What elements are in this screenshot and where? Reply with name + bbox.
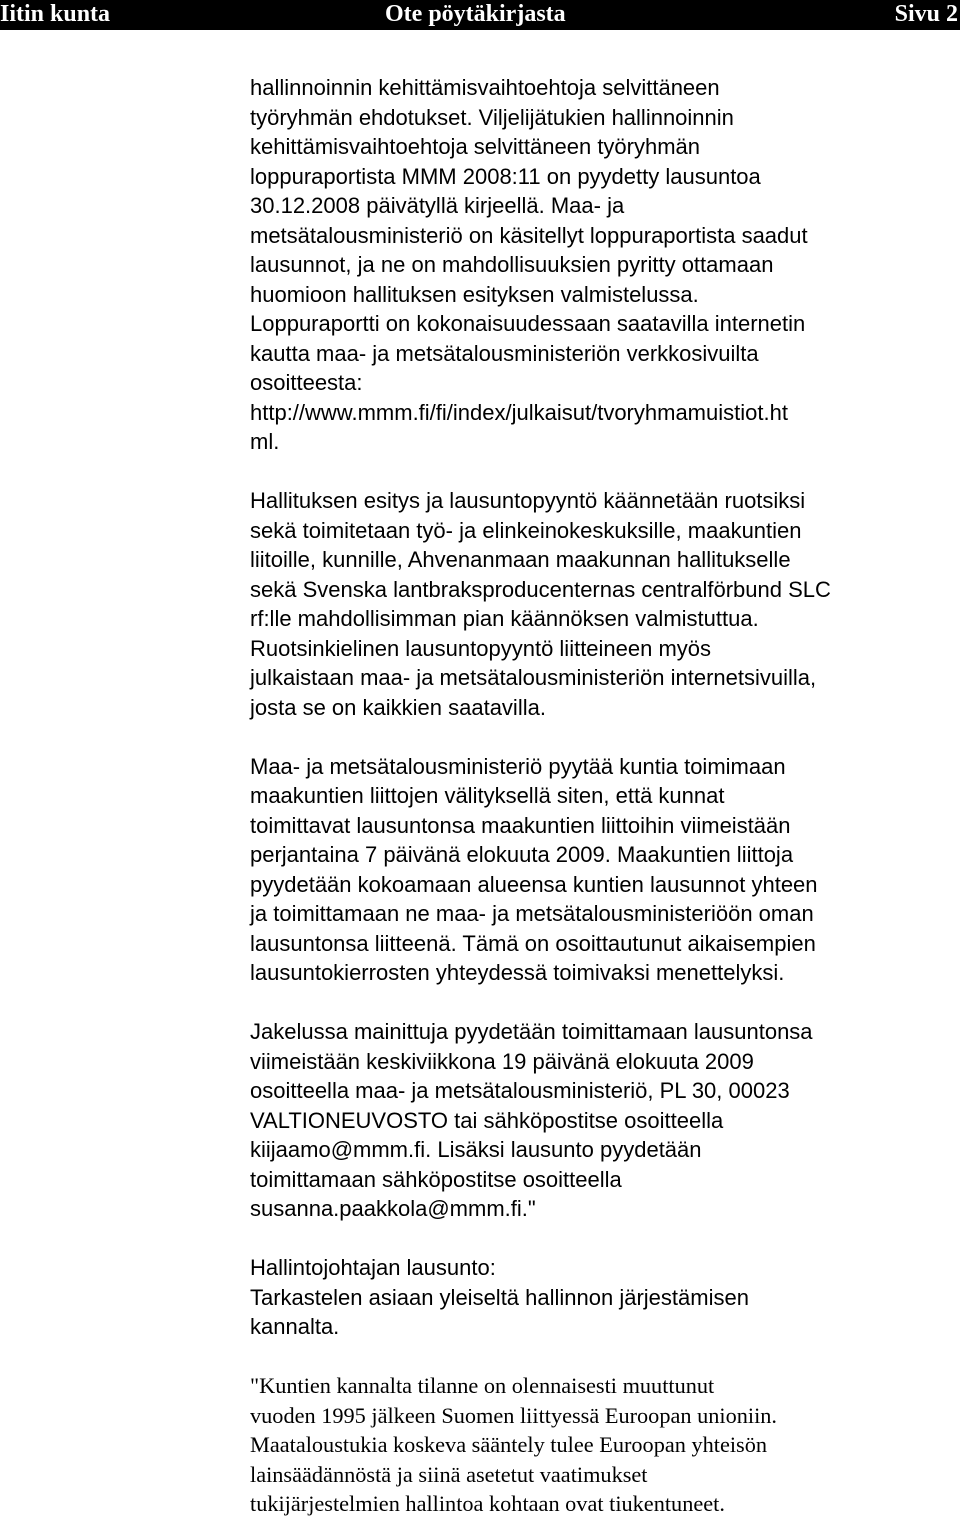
paragraph <box>250 73 950 457</box>
text-line: lausuntonsa liitteenä. Tämä on osoittautunut aikaisempien <box>250 930 816 956</box>
text-line: rf:lle mahdollisimman pian käännöksen valmistuttua. <box>250 606 759 631</box>
paragraph <box>250 1017 950 1224</box>
text-line: josta se on kaikkien saatavilla. <box>250 694 546 720</box>
text-line: työryhmän ehdotukset. Viljelijätukien hallinnoinnin <box>250 104 734 130</box>
text-line: Jakelussa mainittuja pyydetään toimittamaan lausuntonsa <box>250 1019 813 1044</box>
paragraph-spacer <box>250 457 950 487</box>
text-line: pyydetään kokoamaan alueensa kuntien lausunnot yhteen <box>250 871 818 897</box>
text-line: Maa- ja metsätalousministeriö pyytää kuntia toimimaan <box>250 753 786 779</box>
text-line: lausuntokierrosten yhteydessä toimivaksi menettelyksi. <box>250 960 785 985</box>
text-line: susanna.paakkola@mmm.fi." <box>250 1196 536 1221</box>
paragraph <box>250 1253 950 1342</box>
text-line: Ruotsinkielinen lausuntopyyntö liitteineen myös <box>250 635 712 661</box>
text-line: sekä toimitetaan työ- ja elinkeinokeskuksille, maakuntien <box>250 517 802 543</box>
text-line: kiijaamo@mmm.fi. Lisäksi lausunto pyydetään <box>250 1137 702 1162</box>
text-line: toimittamaan sähköpostitse osoitteella <box>250 1166 622 1192</box>
text-line: lausunnot, ja ne on mahdollisuuksien pyritty ottamaan <box>250 252 774 277</box>
text-line: lainsäädännöstä ja siinä asetetut vaatimukset <box>250 1461 648 1487</box>
paragraph-spacer <box>250 722 950 752</box>
paragraph-spacer <box>250 988 950 1018</box>
text-line: liitoille, kunnille, Ahvenanmaan maakunnan hallitukselle <box>250 547 791 572</box>
text-line: viimeistään keskiviikkona 19 päivänä elokuuta 2009 <box>250 1048 754 1074</box>
document-body <box>250 73 950 1519</box>
text-line: vuoden 1995 jälkeen Suomen liittyessä Euroopan unioniin. <box>250 1402 777 1428</box>
text-line: 30.12.2008 päivätyllä kirjeellä. Maa- ja <box>250 193 625 218</box>
text-line: Loppuraportti on kokonaisuudessaan saatavilla internetin <box>250 311 806 336</box>
page-header <box>0 0 960 30</box>
text-line: tukijärjestelmien hallintoa kohtaan ovat tiukentuneet. <box>250 1491 725 1516</box>
text-line: "Kuntien kannalta tilanne on olennaisesti muuttunut <box>250 1373 715 1398</box>
text-line: http://www.mmm.fi/fi/index/julkaisut/tvoryhmamuistiot.ht <box>250 399 788 425</box>
text-line: ja toimittamaan ne maa- ja metsätalousministeriöön oman <box>250 901 814 926</box>
municipality-name: Iitin kunta <box>0 1 111 27</box>
text-line: Hallituksen esitys ja lausuntopyyntö käännetään ruotsiksi <box>250 488 806 513</box>
text-line: hallinnoinnin kehittämisvaihtoehtoja selvittäneen <box>250 75 720 100</box>
text-line: toimittavat lausuntonsa maakuntien liittoihin viimeistään <box>250 812 791 838</box>
text-line: loppuraportista MMM 2008:11 on pyydetty lausuntoa <box>250 163 761 189</box>
text-line: VALTIONEUVOSTO tai sähköpostitse osoitteella <box>250 1107 724 1133</box>
text-line: ml. <box>250 429 280 454</box>
text-line: Hallintojohtajan lausunto: <box>250 1255 496 1280</box>
text-line: kannalta. <box>250 1314 340 1339</box>
paragraph <box>250 752 950 988</box>
paragraph <box>250 486 950 722</box>
text-line: kautta maa- ja metsätalousministeriön verkkosivuilta <box>250 340 759 366</box>
text-line: Maataloustukia koskeva sääntely tulee Euroopan yhteisön <box>250 1432 768 1457</box>
paragraph-spacer <box>250 1224 950 1254</box>
text-line: osoitteesta: <box>250 370 363 395</box>
text-line: maakuntien liittojen välityksellä siten, että kunnat <box>250 783 725 808</box>
text-line: julkaistaan maa- ja metsätalousministeriön internetsivuilla, <box>250 665 817 690</box>
text-line: metsätalousministeriö on käsitellyt loppuraportista saadut <box>250 222 808 248</box>
page-number: Sivu 2 <box>894 1 958 27</box>
text-line: osoitteella maa- ja metsätalousministeriö, PL 30, 00023 <box>250 1078 790 1103</box>
document-title: Ote pöytäkirjasta <box>385 1 566 27</box>
text-line: huomioon hallituksen esityksen valmistelussa. <box>250 281 699 307</box>
text-line: perjantaina 7 päivänä elokuuta 2009. Maakuntien liittoja <box>250 842 794 867</box>
text-line: kehittämisvaihtoehtoja selvittäneen työryhmän <box>250 134 701 159</box>
paragraph-spacer <box>250 1342 950 1372</box>
text-line: sekä Svenska lantbraksproducenternas centralförbund SLC <box>250 576 831 602</box>
paragraph <box>250 1371 950 1519</box>
text-line: Tarkastelen asiaan yleiseltä hallinnon järjestämisen <box>250 1284 749 1310</box>
